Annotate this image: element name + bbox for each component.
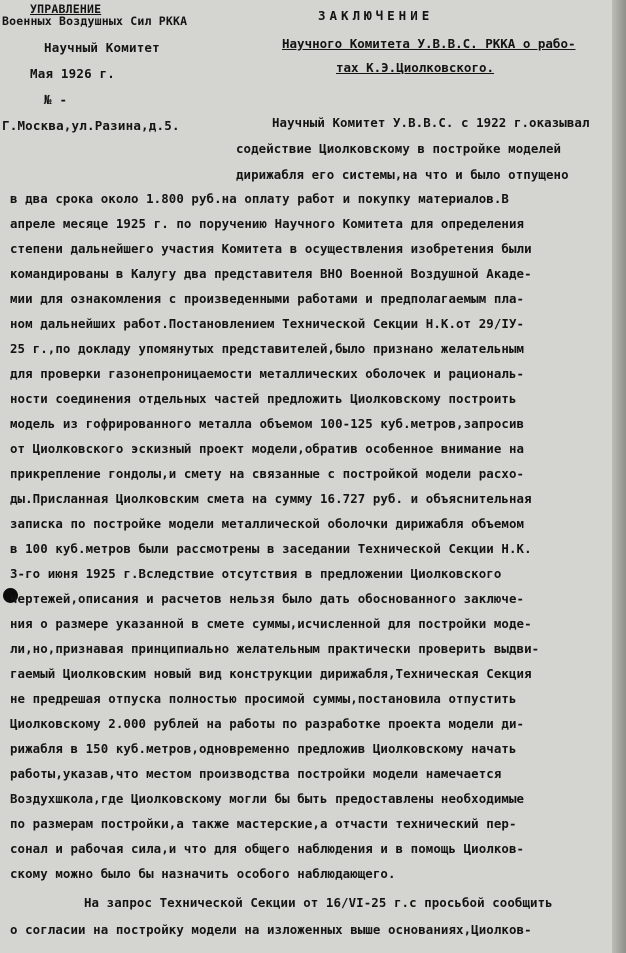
body-line: для проверки газонепроницаемости металлических оболочек и рациональ- [10, 366, 525, 381]
letterhead-address: Г.Москва,ул.Разина,д.5. [2, 118, 180, 133]
body-line: от Циолковского эскизный проект модели,обратив особенное внимание на [10, 441, 525, 456]
body-line: гаемый Циолковским новый вид конструкции дирижабля,Техническая Секция [10, 666, 532, 681]
body-line: Научный Комитет У.В.В.С. с 1922 г.оказывал [272, 115, 590, 130]
page-edge-shadow [612, 0, 626, 953]
body-line: 3-го июня 1925 г.Вследствие отсутствия в предложении Циолковского [10, 566, 502, 581]
body-line: прикрепление гондолы,и смету на связанные с постройкой модели расхо- [10, 466, 525, 481]
body-line: дирижабля его системы,на что и было отпущено [236, 167, 569, 182]
letterhead-org-line1: УПРАВЛЕНИЕ [30, 2, 102, 16]
body-line: мии для ознакомления с произведенными работами и предполагаемым пла- [10, 291, 525, 306]
body-line: в два срока около 1.800 руб.на оплату работ и покупку материалов.В [10, 191, 509, 206]
body-line: Воздухшкола,где Циолковскому могли бы быть предоставлены необходимые [10, 791, 525, 806]
letterhead-org-line3: Научный Комитет [44, 40, 160, 55]
body-line: сонал и рабочая сила,и что для общего наблюдения и в помощь Циолков- [10, 841, 525, 856]
body-line: ли,но,признавая принципиально желательным практически проверить выдви- [10, 641, 540, 656]
body-line: ном дальнейших работ.Постановлением Технической Секции Н.К.от 29/IУ- [10, 316, 525, 331]
body-line: содействие Циолковскому в постройке моделей [236, 141, 562, 156]
body-line: работы,указав,что местом производства постройки модели намечается [10, 766, 502, 781]
body-line: в 100 куб.метров были рассмотрены в заседании Технической Секции Н.К. [10, 541, 532, 556]
body-line: модель из гофрированного металла объемом 100-125 куб.метров,запросив [10, 416, 525, 431]
body-line: не предрешая отпуска полностью просимой суммы,постановила отпустить [10, 691, 517, 706]
body-line: записка по постройке модели металлической оболочки дирижабля объемом [10, 516, 525, 531]
body-line: скому можно было бы назначить особого наблюдающего. [10, 866, 396, 881]
document-subtitle-line1: Научного Комитета У.В.В.С. РККА о рабо- [282, 36, 576, 51]
letterhead-date: Мая 1926 г. [30, 66, 115, 81]
document-subtitle-line2: тах К.Э.Циолковского. [336, 60, 495, 75]
body-line: чертежей,описания и расчетов нельзя было дать обоснованного заключе- [10, 591, 525, 606]
body-line: степени дальнейшего участия Комитета в осуществления изобретения были [10, 241, 532, 256]
body-line: о согласии на постройку модели на изложенных выше основаниях,Циолков- [10, 922, 532, 937]
letterhead-number: № - [44, 92, 68, 107]
body-line: ния о размере указанной в смете суммы,исчисленной для постройки моде- [10, 616, 532, 631]
body-line: ды.Присланная Циолковским смета на сумму 16.727 руб. и объяснительная [10, 491, 532, 506]
document-title: ЗАКЛЮЧЕНИЕ [318, 8, 434, 23]
body-line: командированы в Калугу два представителя ВНО Военной Воздушной Акаде- [10, 266, 532, 281]
body-line: ности соединения отдельных частей предложить Циолковскому построить [10, 391, 517, 406]
body-line: по размерам постройки,а также мастерские,а отчасти технический пер- [10, 816, 517, 831]
body-line: 25 г.,по докладу упомянутых представителей,было признано желательным [10, 341, 525, 356]
body-line: На запрос Технической Секции от 16/VI-25 г.с просьбой сообщить [84, 895, 553, 910]
body-line: рижабля в 150 куб.метров,одновременно предложив Циолковскому начать [10, 741, 517, 756]
body-line: апреле месяце 1925 г. по поручению Научного Комитета для определения [10, 216, 525, 231]
body-line: Циолковскому 2.000 рублей на работы по разработке проекта модели ди- [10, 716, 525, 731]
letterhead-org-line2: Военных Воздушных Сил РККА [2, 14, 188, 28]
